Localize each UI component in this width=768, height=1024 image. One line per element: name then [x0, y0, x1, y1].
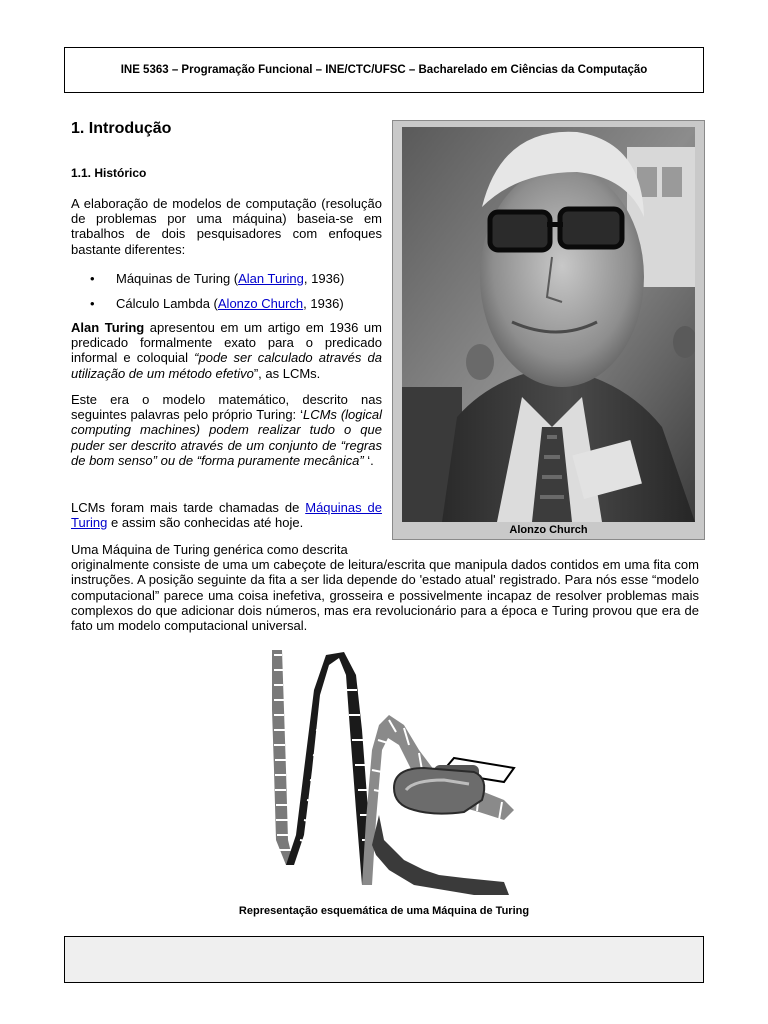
paragraph-2-end: ”, as LCMs.	[253, 365, 321, 381]
header-title: INE 5363 – Programação Funcional – INE/CTC/UFSC – Bacharelado em Ciências da Computação	[120, 64, 648, 76]
turing-paragraph	[71, 320, 382, 381]
paragraph-1: A elaboração de modelos de computação (resolução de problemas por uma máquina) baseia-se em trabalhos de dois pesquisadores com enfoques bastante diferentes:	[71, 196, 382, 257]
paragraph-5-rest: originalmente consiste de uma um cabeçote de leitura/escrita que manipula dados contidos em uma fita com instruções. A posição seguinte da fita a ser lida depende do 'estado atual' registrado. Para nós esse “modelo computacional” parece uma coisa inefetiva, grosseira e possivelmente incapaz de resolver problemas mais complexos do que adicionar dois números, mas era revolucionário para a época e Turing provou que era de fato um modelo computacional universal.	[71, 557, 699, 634]
paragraph-3	[71, 392, 382, 468]
paragraph-5-start: Uma Máquina de Turing genérica como descrita	[71, 542, 348, 557]
subsection-title: 1.1. Histórico	[71, 166, 147, 180]
paragraph-2	[71, 320, 382, 381]
photo-frame	[392, 120, 705, 540]
bullet-list-container	[71, 271, 382, 311]
bullet-icon: •	[90, 271, 95, 286]
paragraph-4	[71, 500, 382, 530]
page-footer	[64, 936, 704, 983]
machine-paragraph	[71, 542, 699, 633]
page-header	[64, 47, 704, 93]
intro-paragraph	[71, 196, 382, 257]
paragraph-3-end: ‘.	[363, 452, 374, 468]
paragraph-4-text: LCMs foram mais tarde chamadas de	[71, 500, 306, 515]
alonzo-church-photo	[402, 127, 695, 522]
paragraph-3-text: Este era o modelo matemático, descrito nas seguintes palavras pelo próprio Turing: ‘	[71, 392, 382, 423]
section-title: 1. Introdução	[71, 120, 172, 137]
paragraph-2-text: apresentou em um artigo em 1936 um predicado formalmente exato para o predicado informal e coloquial	[71, 320, 382, 366]
bullet-icon: •	[90, 296, 95, 311]
alonzo-church-link[interactable]: Alonzo Church	[217, 296, 304, 311]
lcm-paragraph	[71, 500, 382, 530]
model-paragraph	[71, 392, 382, 468]
list-item-suffix: , 1936)	[303, 296, 344, 311]
bullet-list	[71, 271, 382, 311]
paragraph-3-quote: LCMs (logical computing machines) podem realizar tudo o que puder ser descrito através de um conjunto de “regras de bom senso” ou de “forma puramente mecânica”	[71, 407, 382, 468]
list-item-prefix: Máquinas de Turing (	[116, 271, 239, 286]
list-item-prefix: Cálculo Lambda (	[116, 296, 218, 311]
paragraph-4-end: e assim são conhecidas até hoje.	[107, 515, 304, 531]
alan-turing-bold: Alan Turing	[71, 320, 145, 335]
alan-turing-link[interactable]: Alan Turing	[238, 271, 304, 286]
figure-caption: Representação esquemática de uma Máquina de Turing	[238, 905, 530, 917]
list-item-suffix: , 1936)	[303, 271, 345, 286]
paragraph-2-quote: “pode ser calculado através da utilização de um método efetivo	[71, 350, 382, 381]
list-item	[71, 296, 382, 311]
photo-caption: Alonzo Church	[509, 524, 588, 536]
turing-machine-illustration	[264, 650, 524, 895]
list-item	[71, 271, 382, 286]
maquinas-de-turing-link[interactable]: Máquinas de Turing	[71, 500, 382, 531]
